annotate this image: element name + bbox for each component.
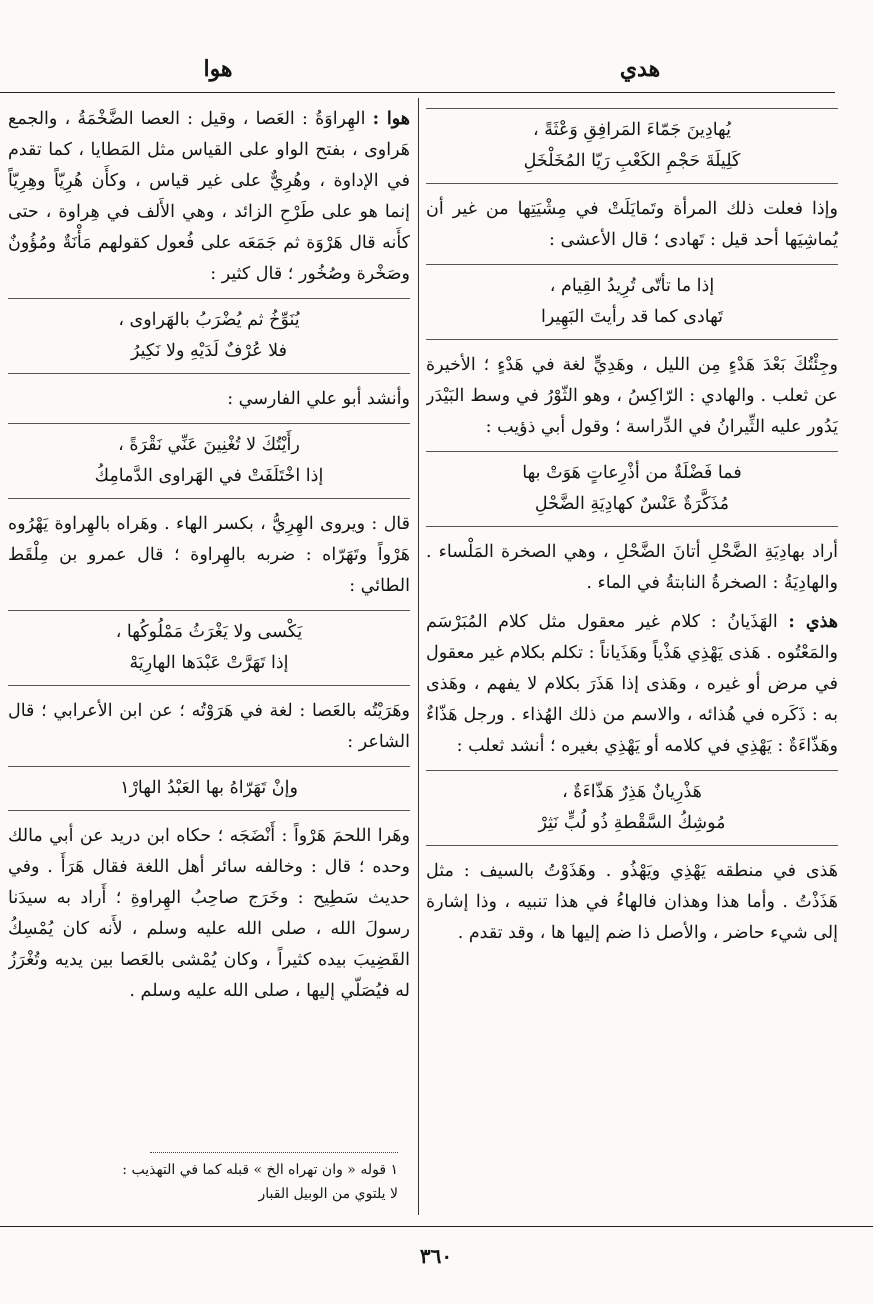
footnote-line: لا يلتوي من الوبيل القبار	[258, 1186, 398, 1202]
verse-line: يُهادِينَ جَمّاءَ المَرافِقِ وَعْثَةً ،	[533, 120, 731, 140]
paragraph	[8, 384, 410, 415]
root-word-heading: هذي :	[788, 612, 838, 632]
verse-line: إذا اخْتَلَفَتْ في الهَراوى الدَّمامِكُ	[94, 466, 324, 486]
paragraph-text: وأنشد أبو علي الفارسي :	[227, 389, 410, 409]
footnote	[14, 1158, 398, 1206]
header-rule	[0, 92, 835, 93]
verse-block	[426, 264, 838, 340]
entry-paragraph	[426, 607, 838, 762]
paragraph-text: أراد بهادِيَةِ الضَّحْلِ أتانَ الضَّحْلِ ، وهي الصخرة المَلْساء . والهادِيَةُ : الصخرةُ النابتةُ في الماء .	[426, 542, 838, 593]
footnote-rule	[150, 1152, 398, 1153]
verse-line: وإنْ تَهَرّاهُ بها العَبْدُ الهارْ١	[120, 778, 298, 798]
header-root-left: هوا	[203, 56, 233, 82]
paragraph-text: وإذا فعلت ذلك المرأة وتَمايَلَتْ في مِشْيَتِها من غير أن يُماشِيَها أحد قيل : تَهادى ؛ قال الأعشى :	[426, 199, 838, 250]
verse-line: إذا ما تأتّى تُرِيدُ القِيام ،	[549, 276, 715, 296]
paragraph-text: وجِئْتُكَ بَعْدَ هَدْءٍ مِن الليل ، وهَدِيٍّ لغة في هَدْءٍ ؛ الأخيرة عن ثعلب . والهادي : الرّاكِسُ ، وهو الثّوْرُ في وسط البَيْدَر يَدُور عليه الثِّيرانُ في الدِّراسة ؛ وقول أبي ذؤيب :	[426, 355, 838, 437]
verse-line: يُنَوِّخُ ثم يُضْرَبُ بالهَراوى ،	[118, 310, 300, 330]
paragraph	[426, 537, 838, 599]
column-divider	[418, 98, 419, 1215]
verse-line: فلا عُرْفٌ لَدَيْهِ ولا نَكِيرُ	[131, 341, 287, 361]
verse-block	[426, 451, 838, 527]
root-word-heading: هوا :	[372, 109, 410, 129]
verse-line: مُوشِكُ السَّقْطةِ ذُو لُبٍّ نَثِرْ	[538, 813, 726, 833]
paragraph-text: وهَرَيْتُه بالعَصا : لغة في هَرَوْتُه ؛ عن ابن الأعرابي ؛ قال الشاعر :	[8, 701, 410, 752]
verse-line: مُذَكَّرَةٌ عَنْسٌ كهادِيَةِ الضَّحْلِ	[534, 494, 730, 514]
paragraph	[8, 509, 410, 602]
paragraph-text: قال : ويروى الهِرِيُّ ، بكسر الهاء . وهَراه بالهِراوة يَهْرُوه هَرْواً وتَهَرّاه : ضربه بالهِراوة ؛ قال عمرو بن مِلْقَط الطائي :	[8, 514, 410, 596]
paragraph	[426, 856, 838, 949]
verse-line: كَلِيلَةَ حَجْمِ الكَعْبِ رَيّا المُخَلْخَلِ	[523, 151, 741, 171]
paragraph	[8, 696, 410, 758]
verse-block	[426, 108, 838, 184]
verse-block	[8, 423, 410, 499]
paragraph-text: الهَذَيانُ : كلام غير معقول مثل كلام المُبَرْسَم والمَعْتُوه . هَذى يَهْذِي هَذْياً وهَذَياناً : تكلم بكلام غير معقول في مرض أو غيره ، وهَذى إذا هَذَرَ بكلام لا يفهم ، وهَذى به : ذَكَره في هُذائه ، والاسم من ذلك الهُذاء . ورجل هَذّاءٌ وهَذّاءَةٌ : يَهْذِي في كلامه أو يَهْذِي بغيره ؛ أنشد ثعلب :	[426, 612, 838, 756]
verse-block	[8, 766, 410, 811]
verse-line: إذا تَهَرَّتْ عَبْدَها الهارِيَهْ	[129, 653, 289, 673]
right-column	[426, 104, 838, 1214]
paragraph-text: وهَرا اللحمَ هَرْواً : أَنْضَجَه ؛ حكاه ابن دريد عن أبي مالك وحده ؛ قال : وخالفه سائر أهل اللغة فقال هَرَأَ . وفي حديث سَطِيح : وخَرَج صاحِبُ الهِراوةِ ؛ أَراد به سيدَنا رسولَ الله ، صلى الله عليه وسلم ، لأَنه كان يُمْسِكُ القَضِيبَ بيده كثيراً ، وكان يُمْشى بالعَصا بين يديه وتُغْرَزُ له فيُصَلّي إليها ، صلى الله عليه وسلم .	[8, 826, 410, 1001]
entry-paragraph	[8, 104, 410, 290]
page-number: ٣٦٠	[419, 1244, 453, 1268]
verse-line: تَهادى كما قد رأيتَ البَهِيرا	[540, 307, 724, 327]
verse-block	[426, 770, 838, 846]
verse-line: هَذْرِيانٌ هَذِرٌ هَذّاءَةٌ ،	[562, 782, 702, 802]
verse-block	[8, 298, 410, 374]
paragraph-text: هَذى في منطقه يَهْذِي ويَهْذُو . وهَذَوْتُ بالسيف : مثل هَذَذْتُ . وأما هذا وهذان فالهاءُ في هذا تنبيه ، وذا إشارة إلى شيء حاضر ، والأصل ذا ضم إليها ها ، وقد تقدم .	[426, 861, 838, 943]
paragraph-text: الهِراوَةُ : العَصا ، وقيل : العصا الضَّخْمَةُ ، والجمع هَراوى ، بفتح الواو على القياس مثل المَطايا ، كما تقدم في الإداوة ، وهُرِيٌّ على غير قياس ، وكأَن هُرِيّاً وهِرِيّاً إنما هو على طَرْحِ الزائد ، وهي الأَلف في هِراوة ، حتى كأَنه قال هَرْوَة ثم جَمَعَه على فُعول كقولهم مَأْنَةٌ ومُؤُونٌ وصَخْرة وصُخُور ؛ قال كثير :	[8, 109, 410, 284]
verse-line: رأَيْتُكَ لا تُغْنِينَ عَنِّي نَقْرَةً ،	[118, 435, 300, 455]
verse-line: فما فَضْلَةٌ من أذْرِعاتٍ هَوَتْ بها	[522, 463, 742, 483]
paragraph	[426, 350, 838, 443]
left-column	[8, 104, 410, 1214]
footer-rule	[0, 1226, 873, 1227]
header-root-right: هدي	[619, 56, 661, 82]
verse-line: يَكْسى ولا يَغْرَثُ مَمْلُوكُها ،	[115, 622, 303, 642]
footnote-line: ١ قوله « وان تهراه الخ » قبله كما في التهذيب :	[122, 1162, 398, 1178]
paragraph	[8, 821, 410, 1007]
verse-block	[8, 610, 410, 686]
paragraph	[426, 194, 838, 256]
